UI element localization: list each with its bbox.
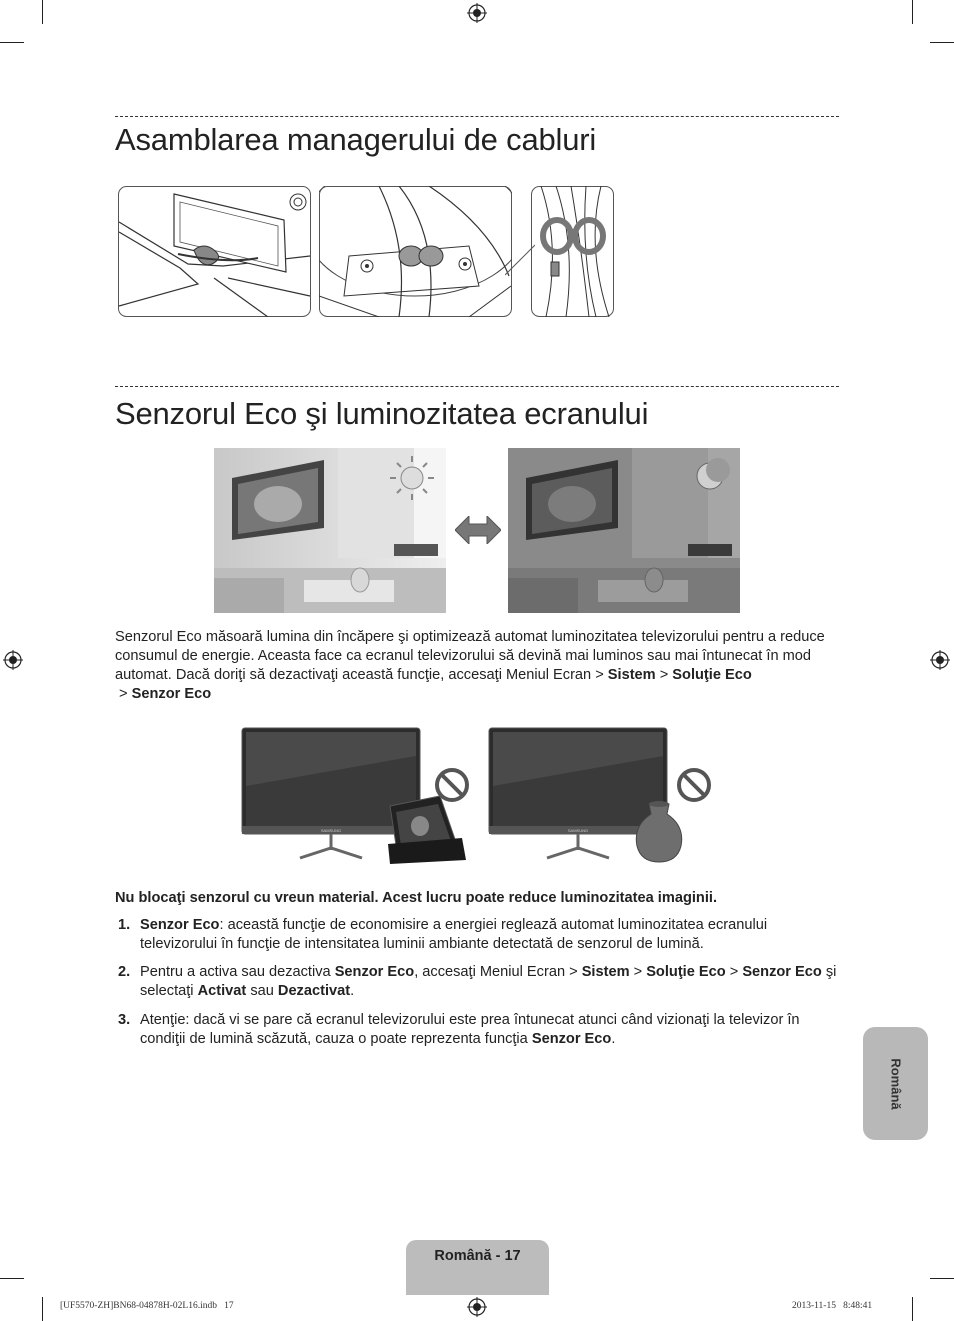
- menu-sistem: Sistem: [607, 667, 656, 683]
- eco-description-text: Senzorul Eco măsoară lumina din încăpere şi optimizează automat luminozitatea televizorului pentru a reduce consumul de energie. Aceasta face ca ecranul televizorului să devină mai luminos sau mai întunecat în mod automat. Dacă doriţi să dezactivaţi această funcţie, accesaţi Meniul Ecran >: [115, 629, 825, 683]
- crop-mark: [0, 42, 24, 43]
- menu-separator: >: [115, 686, 132, 702]
- prohibited-icon: [437, 770, 467, 800]
- crop-mark: [912, 0, 913, 24]
- bright-room-image: [214, 448, 446, 613]
- cable-illustration-3: [531, 186, 614, 317]
- page-number: Română - 17: [434, 1248, 521, 1264]
- dark-room-image: [508, 448, 740, 613]
- tv-brand-label: SAMSUNG: [567, 828, 589, 833]
- list-text: Pentru a activa sau dezactiva Senzor Eco, accesaţi Meniul Ecran > Sistem > Soluţie Eco > Senzor Eco şi selectaţi Activat sau Dezactivat.: [140, 964, 837, 999]
- footer-file-info: [UF5570-ZH]BN68-04878H-02L16.indb 17: [60, 1301, 234, 1311]
- menu-senzor-eco: Senzor Eco: [131, 686, 212, 702]
- crop-mark: [42, 0, 43, 24]
- section-divider: [115, 116, 839, 117]
- list-number: 2.: [118, 964, 131, 980]
- crop-mark: [930, 42, 954, 43]
- registration-mark-icon: [467, 1297, 487, 1317]
- menu-solutie-eco: Soluţie Eco: [672, 667, 752, 683]
- prohibited-icon: [679, 770, 709, 800]
- crop-mark: [912, 1297, 913, 1321]
- cable-illustration-1: [118, 186, 311, 317]
- double-arrow-icon: [455, 516, 501, 544]
- tv-brand-label: SAMSUNG: [320, 828, 342, 833]
- footer-timestamp: 2013-11-15 8:48:41: [792, 1301, 873, 1311]
- registration-mark-icon: [3, 650, 23, 670]
- crop-mark: [930, 1278, 954, 1279]
- eco-section-title: Senzorul Eco şi luminozitatea ecranului: [115, 396, 649, 431]
- eco-description: [115, 628, 843, 704]
- cable-section-title: Asamblarea managerului de cabluri: [115, 122, 597, 157]
- page-number-tab: [406, 1240, 549, 1295]
- language-side-tab: [863, 1027, 928, 1140]
- connector-line: [505, 240, 535, 280]
- tv-blocked-by-frame: [240, 726, 472, 864]
- menu-separator: >: [655, 667, 673, 683]
- registration-mark-icon: [930, 650, 950, 670]
- crop-mark: [42, 1297, 43, 1321]
- language-side-label: Română: [888, 1057, 903, 1110]
- list-number: 1.: [118, 917, 131, 933]
- crop-mark: [0, 1278, 24, 1279]
- registration-mark-icon: [467, 3, 487, 23]
- tv-blocked-by-vase: [487, 726, 719, 864]
- list-number: 3.: [118, 1012, 131, 1028]
- section-divider: [115, 386, 839, 387]
- eco-warning: Nu blocaţi senzorul cu vreun material. Acest lucru poate reduce luminozitatea imaginii.: [115, 890, 717, 906]
- list-text: Atenţie: dacă vi se pare că ecranul televizorului este prea întunecat atunci când vizionaţi la televizor în condiţii de lumină scăzută, cauza o poate reprezenta funcţia Senzor Eco.: [140, 1012, 800, 1047]
- list-text: Senzor Eco: această funcţie de economisire a energiei reglează automat luminozitatea ecranului televizorului în funcţie de intensitatea luminii ambiante detectată de senzorul de lumină.: [140, 917, 768, 952]
- cable-illustration-2: [319, 186, 512, 317]
